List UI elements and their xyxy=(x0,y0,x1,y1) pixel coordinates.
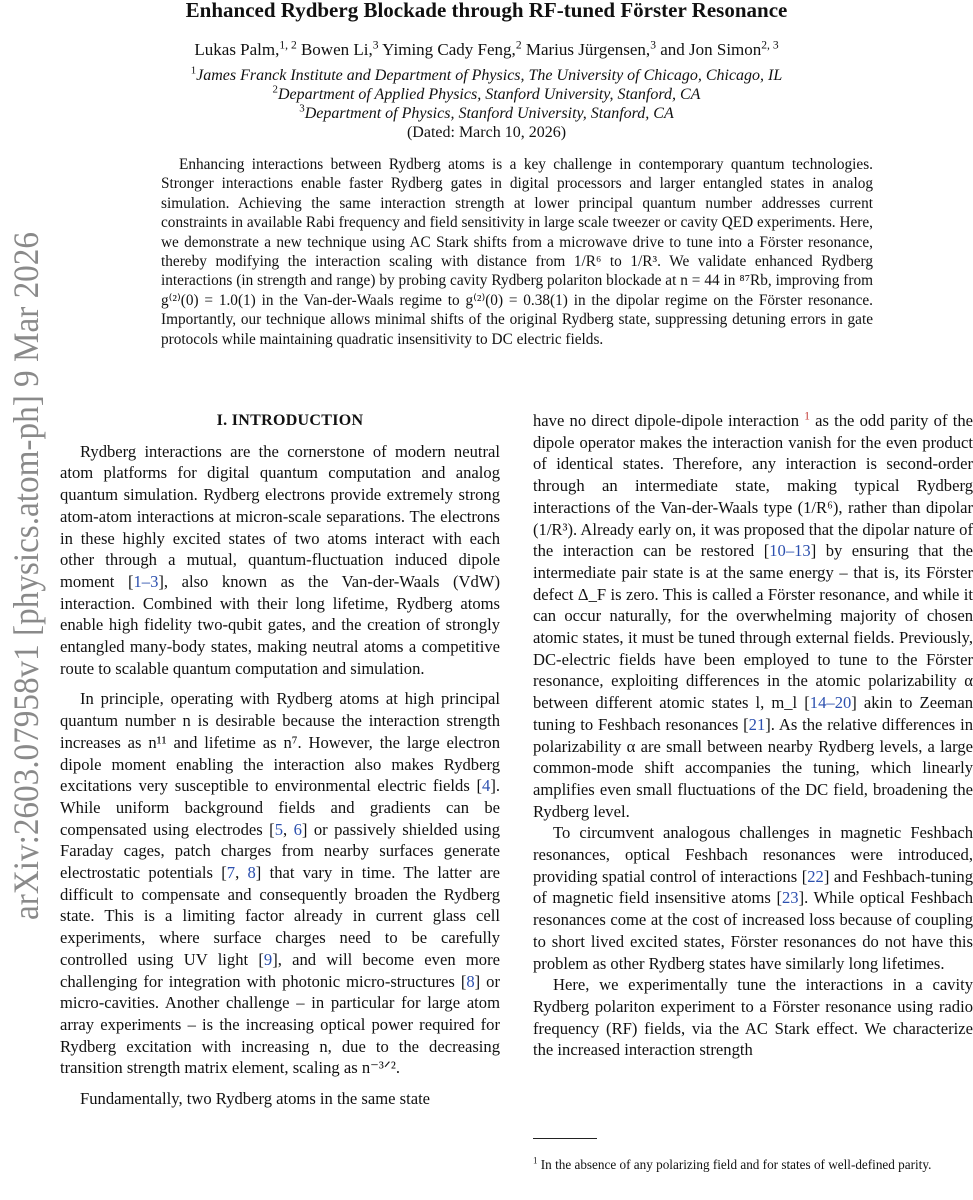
paragraph-text: ]. While uniform background fields and gradients can be compensated using electrodes [ xyxy=(60,776,500,839)
citation-link[interactable]: 23 xyxy=(781,888,799,908)
citation-link[interactable]: 21 xyxy=(748,714,766,734)
paragraph-text: Rydberg interactions are the cornerstone of modern neutral atom platforms for digital quantum computation and analog quantum simulation. Rydberg electrons provide extremely strong atom-atom interactions at micron-scale separations. The electrons in these highly excited states of two atoms interact with each other through a mutual, quantum-fluctuation induced dipole moment [ xyxy=(60,441,500,591)
citation-link[interactable]: 9 xyxy=(263,949,273,969)
paragraph xyxy=(60,441,500,680)
paper-title: Enhanced Rydberg Blockade through RF-tuned Förster Resonance xyxy=(185,0,788,22)
footnote-link[interactable]: 1 xyxy=(804,410,810,423)
citation-link[interactable]: 7 xyxy=(226,863,236,883)
author: Lukas Palm,$^{1, 2}$ xyxy=(194,38,297,59)
author-list xyxy=(100,40,873,60)
paragraph-text: Fundamentally, two Rydberg atoms in the same state xyxy=(80,1089,431,1109)
paragraph xyxy=(60,1088,500,1110)
paragraph-text: ] and Feshbach-tuning of magnetic field insensitive atoms [ xyxy=(533,866,973,908)
paragraph-text: ], and will become even more challenging for integration with photonic micro-structures [ xyxy=(60,949,500,991)
paragraph-text: have no direct dipole-dipole interaction xyxy=(533,411,805,430)
affiliation: $^1$James Franck Institute and Department of Physics, The University of Chicago, Chicago, IL xyxy=(190,64,783,84)
author: and Jon Simon$^{2, 3}$ xyxy=(660,38,779,59)
paragraph-text: , xyxy=(235,863,248,883)
arxiv-identifier-stamp xyxy=(2,230,50,920)
arxiv-identifier-text: arXiv:2603.07958v1 [physics.atom-ph] 9 Mar 2026 xyxy=(6,230,46,920)
left-column xyxy=(60,410,500,1110)
citation-link[interactable]: 5 xyxy=(274,819,283,839)
footnote-text: In the absence of any polarizing field and for states of well-defined parity. xyxy=(540,1157,932,1172)
right-column xyxy=(533,410,973,1061)
paragraph-text: In principle, operating with Rydberg atoms at high principal quantum number n is desirable because the interaction strength increases as n¹¹ and lifetime as n⁷. However, the large electron dipole moment enabling the interaction also makes Rydberg excitations very susceptible to environmental electric fields [ xyxy=(60,689,500,796)
citation-link[interactable]: 10–13 xyxy=(769,541,811,561)
footnote xyxy=(533,1156,973,1174)
citation-link[interactable]: 8 xyxy=(466,971,475,991)
paragraph xyxy=(533,410,973,822)
paragraph-text: ] or passively shielded using Faraday cages, patch charges from nearby surfaces generate electrostatic potentials [ xyxy=(60,819,500,883)
citation-link[interactable]: 4 xyxy=(482,776,491,796)
abstract: Enhancing interactions between Rydberg atoms is a key challenge in contemporary quantum technologies. Stronger interactions enable faster Rydberg gates in digital processors and larger entangled states in analog simulation. Achieving the same interaction strength at lower principal quantum number addresses current constraints in available Rabi frequency and field sensitivity in large scale tweezer or cavity QED experiments. Here, we demonstrate a new technique using AC Stark shifts from a microwave drive to tune into a Förster resonance, thereby modifying the interaction scaling with distance from 1/R⁶ to 1/R³. We validate enhanced Rydberg interactions (in strength and range) by probing cavity Rydberg polariton blockade at n = 44 in ⁸⁷Rb, improving from g⁽²⁾(0) = 1.0(1) in the Van-der-Waals regime to g⁽²⁾(0) = 0.38(1) in the dipolar regime on the Förster resonance. Importantly, our technique allows minimal shifts of the original Rydberg state, suppressing detuning errors in gate protocols while maintaining quadratic insensitivity to DC electric fields. xyxy=(161,156,873,348)
footnote-rule xyxy=(533,1138,597,1139)
citation-link[interactable]: 1–3 xyxy=(133,571,159,591)
paragraph-text: ] akin to Zeeman tuning to Feshbach resonances [ xyxy=(533,693,973,734)
citation-link[interactable]: 14–20 xyxy=(809,693,852,713)
affiliation: $^2$Department of Applied Physics, Stanford University, Stanford, CA xyxy=(272,83,701,103)
author: Marius Jürgensen,$^3$ xyxy=(525,38,656,59)
footnote-mark: 1 xyxy=(533,1155,538,1166)
citation-link[interactable]: 6 xyxy=(293,819,302,839)
paragraph-text: , xyxy=(282,819,294,839)
author: Yiming Cady Feng,$^2$ xyxy=(382,38,522,59)
paragraph xyxy=(533,974,973,1061)
paragraph-text: To circumvent analogous challenges in magnetic Feshbach resonances, optical Feshbach resonances were introduced, providing spatial control of interactions [ xyxy=(533,823,973,886)
dated-line: (Dated: March 10, 2026) xyxy=(406,124,567,141)
paragraph-text: as the odd parity of the dipole operator makes the interaction vanish for the even product of identical states. Therefore, any interaction is second-order through an intermediate state, making typical Rydberg interactions of the Van-der-Waals type (1/R⁶), rather than dipolar (1/R³). Already early on, it was proposed that the dipolar nature of the interaction can be restored [ xyxy=(533,411,973,561)
section-heading: I. INTRODUCTION xyxy=(216,412,364,429)
paragraph-text: ] that vary in time. The latter are difficult to compensate and consequently broaden the Rydberg state. This is a limiting factor already in current glass cell experiments, where surface charges need to be carefully controlled using UV light [ xyxy=(60,863,501,969)
citation-link[interactable]: 8 xyxy=(247,863,256,883)
paragraph-text: ]. As the relative differences in polarizability α are small between nearby Rydberg levels, a large common-mode shift accompanies the tuning, which linearly amplifies even small fluctuations of the DC field, broadening the Rydberg level. xyxy=(533,714,973,821)
paragraph-text: ], also known as the Van-der-Waals (VdW) interaction. Combined with their long lifetime, Rydberg atoms enable high fidelity two-qubit gates, and the creation of strongly entangled many-body states, making neutral atoms a competitive route to scalable quantum computation and simulation. xyxy=(60,571,500,678)
author: Bowen Li,$^3$ xyxy=(300,38,379,59)
paragraph-text: ] by ensuring that the intermediate pair state is at the same energy – that is, its Förster defect Δ_F is zero. This is called a Förster resonance, and while it can occur naturally, for the overwhelming majority of chosen atomic states, it must be tuned through external fields. Previously, DC-electric fields have been employed to tune to the Förster resonance, exploiting differences in the atomic polarizability α between different atomic states l, m_l [ xyxy=(533,541,973,713)
paragraph-text: Here, we experimentally tune the interactions in a cavity Rydberg polariton experiment to a Förster resonance using radio frequency (RF) fields, via the AC Stark effect. We characterize the increased interaction strength xyxy=(533,975,973,1060)
paragraph xyxy=(60,688,500,1079)
paragraph-text: ]. While optical Feshbach resonances come at the cost of increased loss because of coupling to short lived excited states, Förster resonances do not have this problem as other Rydberg states have similarly long lifetimes. xyxy=(533,888,973,973)
citation-link[interactable]: 22 xyxy=(807,866,824,886)
paragraph xyxy=(533,822,973,974)
affiliation: $^3$Department of Physics, Stanford University, Stanford, CA xyxy=(299,102,674,122)
paragraph-text: ] or micro-cavities. Another challenge – in particular for large atom array experiments – is the increasing optical power required for Rydberg excitation with increasing n, due to the decreasing transition strength matrix element, scaling as n⁻³ᐟ². xyxy=(60,971,501,1078)
